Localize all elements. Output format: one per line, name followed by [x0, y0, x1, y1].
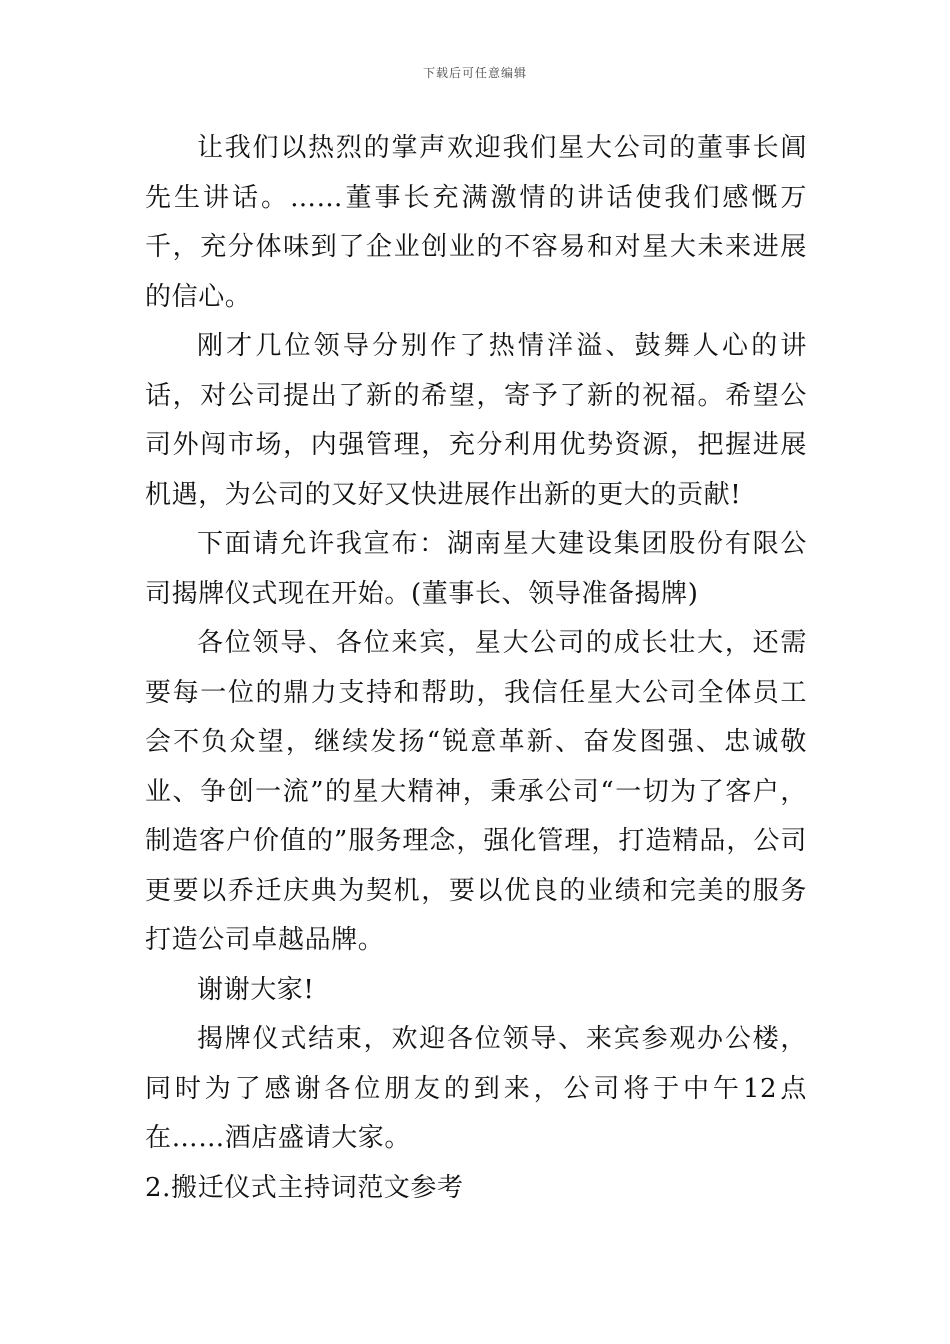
paragraph-leaders-speech: 刚才几位领导分别作了热情洋溢、鼓舞人心的讲话，对公司提出了新的希望，寄予了新的祝福。希望公司外闯市场，内强管理，充分利用优势资源，把握进展机遇，为公司的又好又快进展作出新的更大的贡献!: [145, 331, 807, 510]
document-body: [145, 124, 807, 1213]
paragraph-thanks: 谢谢大家!: [197, 974, 315, 1005]
paragraph-company-spirit: 各位领导、各位来宾，星大公司的成长壮大，还需要每一位的鼎力支持和帮助，我信任星大公司全体员工会不负众望，继续发扬“锐意革新、奋发图强、忠诚敬业、争创一流”的星大精神，秉承公司“一切为了客户，制造客户价值的”服务理念，强化管理，打造精品，公司更要以乔迁庆典为契机，要以优良的业绩和完美的服务打造公司卓越品牌。: [145, 628, 807, 955]
header-note: 下载后可任意编辑: [422, 66, 527, 80]
section-heading: 2.搬迁仪式主持词范文参考: [145, 1172, 464, 1203]
paragraph-chairman-speech: 让我们以热烈的掌声欢迎我们星大公司的董事长阊先生讲话。……董事长充满激情的讲话使我们感慨万千，充分体味到了企业创业的不容易和对星大未来进展的信心。: [145, 133, 807, 312]
paragraph-ceremony-end: 揭牌仪式结束，欢迎各位领导、来宾参观办公楼，同时为了感谢各位朋友的到来，公司将于中午12点在……酒店盛请大家。: [145, 1024, 807, 1153]
paragraph-unveiling-announcement: 下面请允许我宣布：湖南星大建设集团股份有限公司揭牌仪式现在开始。(董事长、领导准备揭牌): [145, 529, 807, 609]
